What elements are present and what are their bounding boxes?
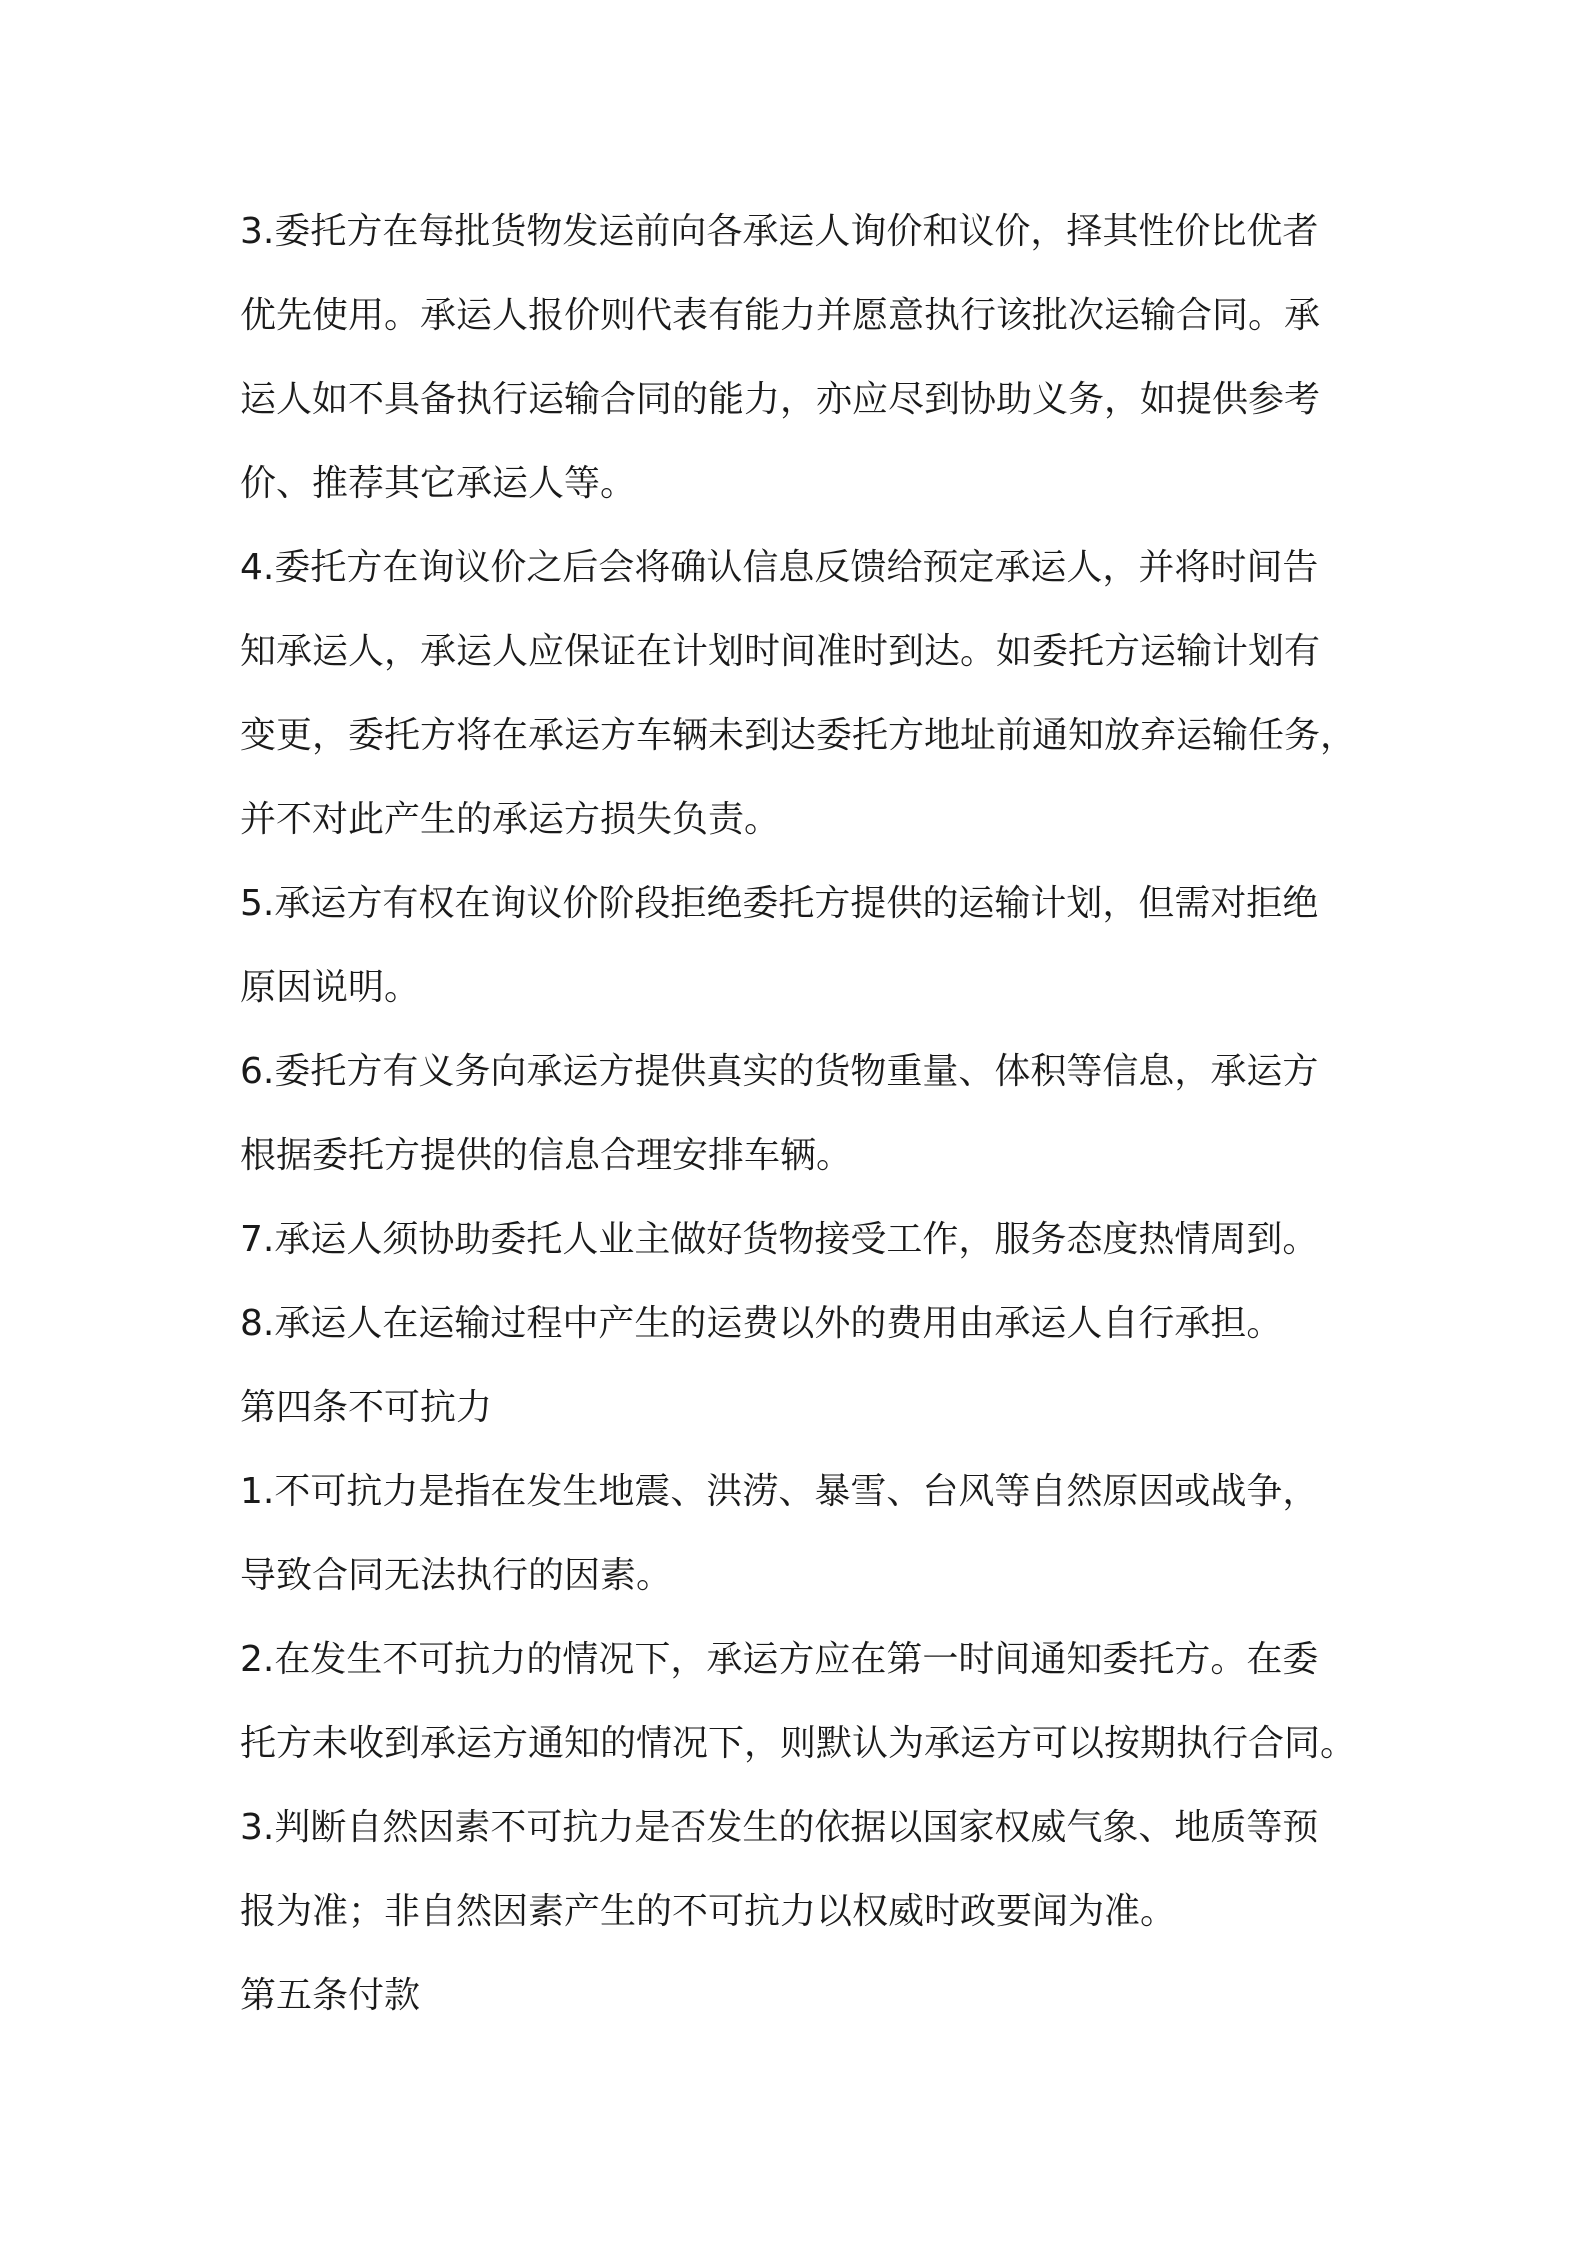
section-heading: 第五条付款 — [240, 1975, 421, 2016]
clause-paragraph: 1.不可抗力是指在发生地震、洪涝、暴雪、台风等自然原因或战争， 导致合同无法执行的因素。 — [240, 1471, 1319, 1596]
clause-paragraph: 6.委托方有义务向承运方提供真实的货物重量、体积等信息，承运方 根据委托方提供的信息合理安排车辆。 — [240, 1051, 1319, 1176]
clause-paragraph: 2.在发生不可抗力的情况下，承运方应在第一时间通知委托方。在委 托方未收到承运方通知的情况下，则默认为承运方可以按期执行合同。 — [240, 1639, 1357, 1764]
clause-paragraph: 7.承运人须协助委托人业主做好货物接受工作，服务态度热情周到。 — [240, 1219, 1319, 1260]
clause-paragraph: 3.委托方在每批货物发运前向各承运人询价和议价，择其性价比优者 优先使用。承运人报价则代表有能力并愿意执行该批次运输合同。承 运人如不具备执行运输合同的能力，亦应尽到协助义务，如提供参考 价、推荐其它承运人等。 — [240, 211, 1321, 504]
document-body — [240, 190, 1370, 2038]
clause-paragraph: 4.委托方在询议价之后会将确认信息反馈给预定承运人，并将时间告 知承运人，承运人应保证在计划时间准时到达。如委托方运输计划有 变更，委托方将在承运方车辆未到达委托方地址前通知放弃运输任务， 并不对此产生的承运方损失负责。 — [240, 547, 1357, 840]
clause-paragraph: 5.承运方有权在询议价阶段拒绝委托方提供的运输计划，但需对拒绝 原因说明。 — [240, 883, 1319, 1008]
clause-paragraph: 3.判断自然因素不可抗力是否发生的依据以国家权威气象、地质等预 报为准；非自然因素产生的不可抗力以权威时政要闻为准。 — [240, 1807, 1319, 1932]
section-heading: 第四条不可抗力 — [240, 1387, 493, 1428]
clause-paragraph: 8.承运人在运输过程中产生的运费以外的费用由承运人自行承担。 — [240, 1303, 1283, 1344]
